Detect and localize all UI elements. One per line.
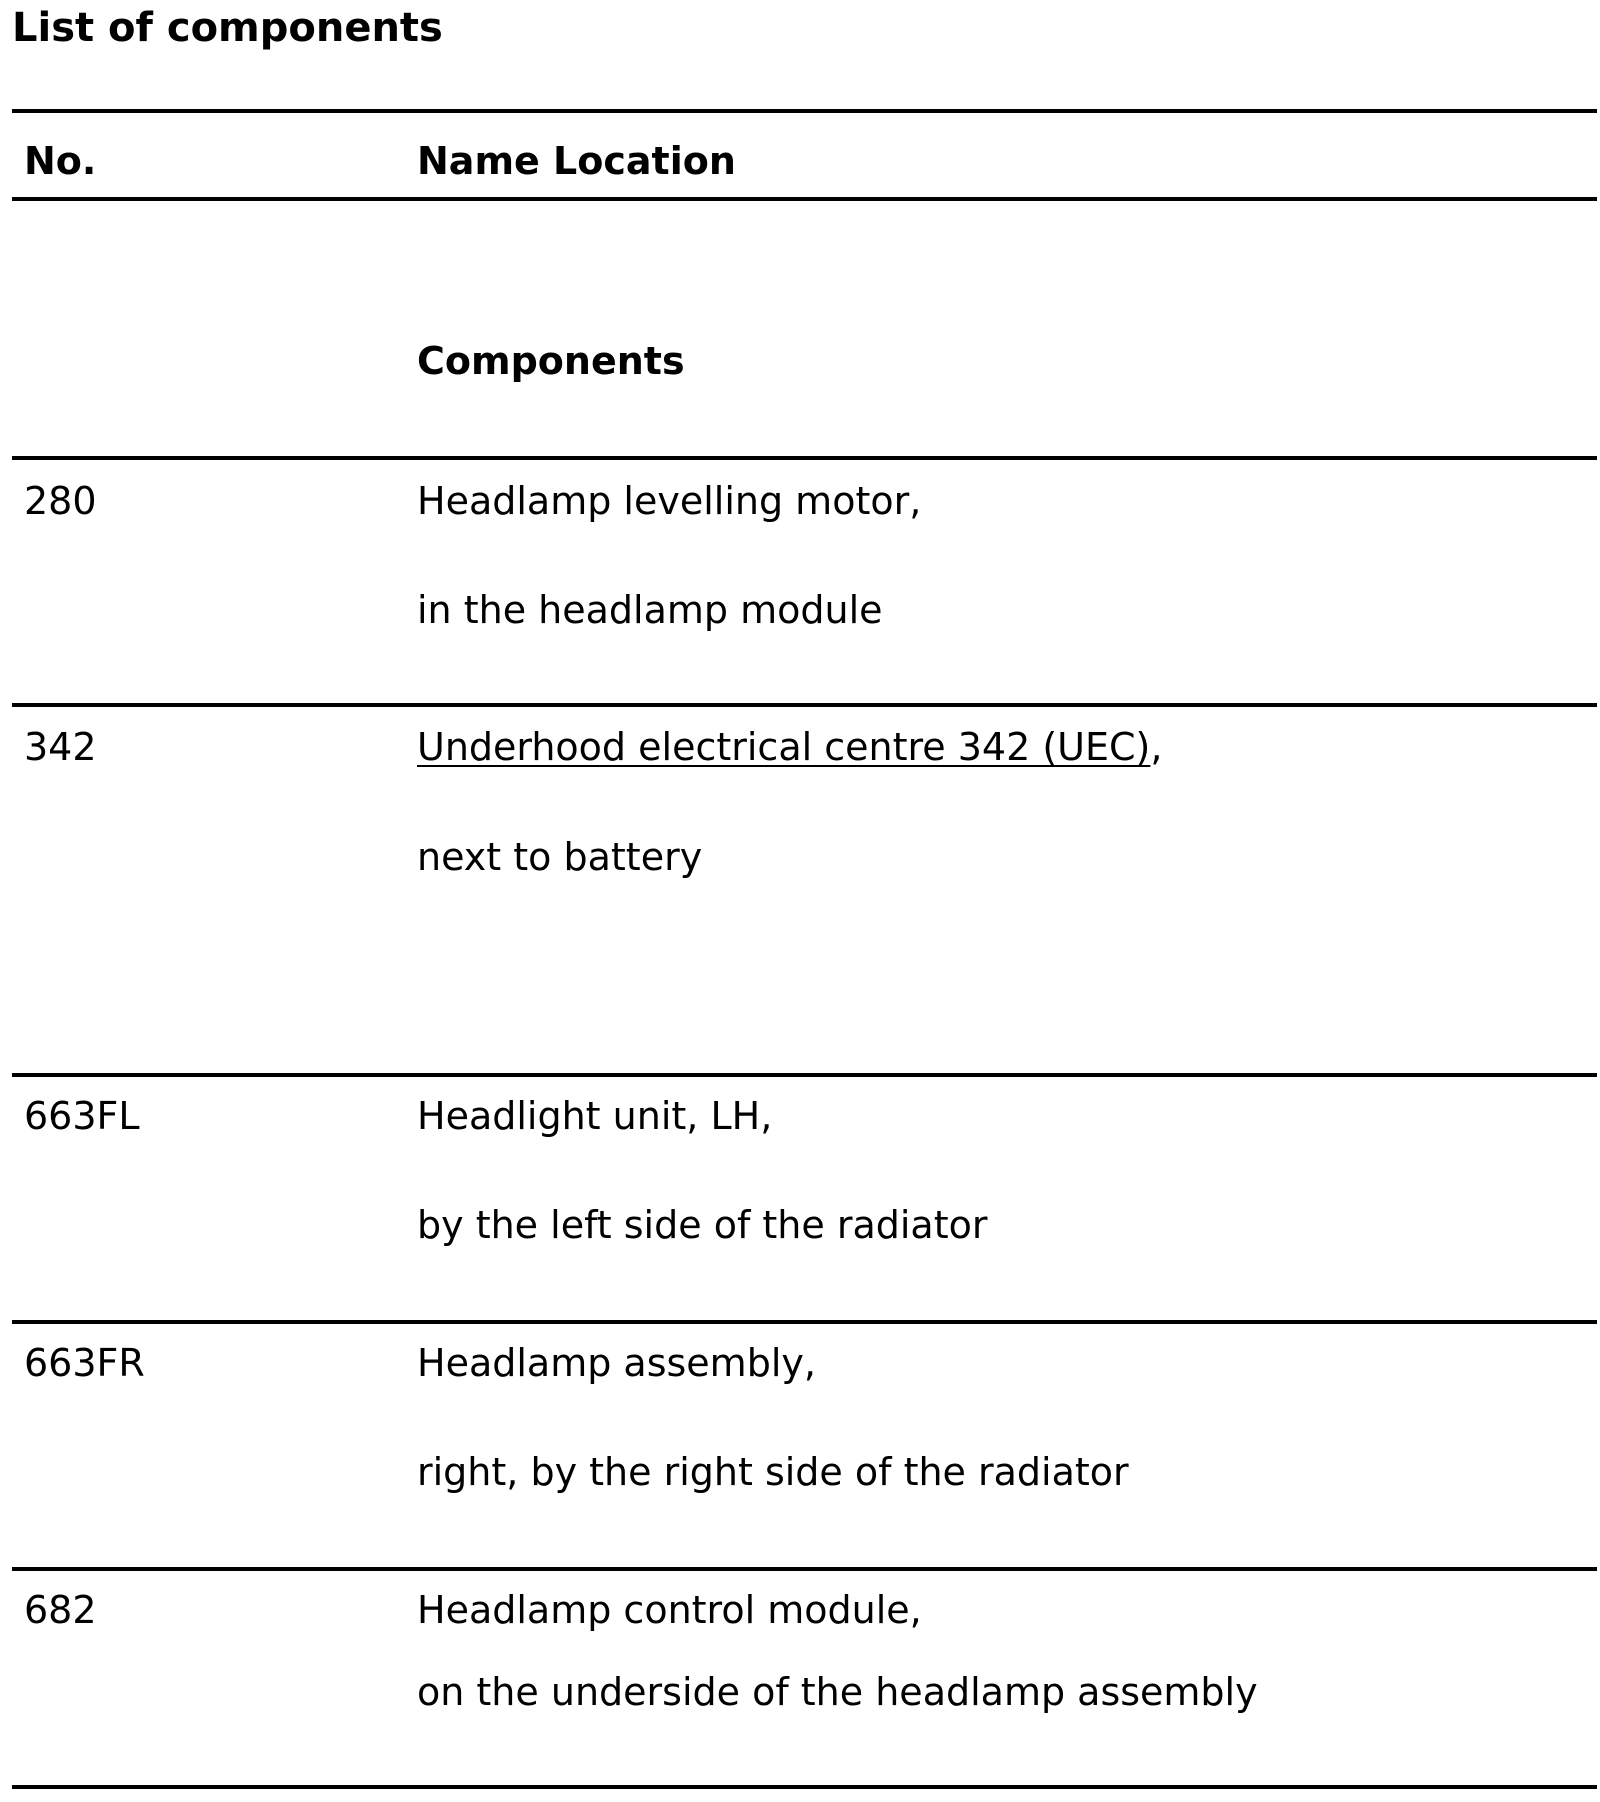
component-name: Headlamp control module, xyxy=(417,1588,922,1632)
component-name: Headlamp assembly, xyxy=(417,1341,816,1385)
row-divider xyxy=(12,1320,1597,1324)
component-link[interactable]: Underhood electrical centre 342 (UEC) xyxy=(417,725,1151,769)
component-number: 682 xyxy=(24,1588,97,1632)
document-title: List of components xyxy=(12,5,443,51)
table-bottom-rule xyxy=(12,1785,1597,1789)
column-header-name-location: Name Location xyxy=(417,139,736,183)
component-number: 280 xyxy=(24,479,97,523)
component-number: 342 xyxy=(24,725,97,769)
component-location: in the headlamp module xyxy=(417,588,883,632)
component-name: Headlamp levelling motor, xyxy=(417,479,922,523)
component-name: Headlight unit, LH, xyxy=(417,1094,773,1138)
component-location: right, by the right side of the radiator xyxy=(417,1450,1129,1494)
name-suffix: , xyxy=(1150,725,1163,769)
row-divider xyxy=(12,456,1597,460)
row-divider xyxy=(12,1073,1597,1077)
component-location: next to battery xyxy=(417,835,703,879)
row-divider xyxy=(12,703,1597,707)
header-bottom-rule xyxy=(12,197,1597,201)
component-location: by the left side of the radiator xyxy=(417,1203,988,1247)
component-name xyxy=(417,725,1163,769)
component-number: 663FL xyxy=(24,1094,140,1138)
table-top-rule xyxy=(12,109,1597,113)
section-label: Components xyxy=(417,339,685,383)
column-header-no: No. xyxy=(24,139,97,183)
component-location: on the underside of the headlamp assembly xyxy=(417,1670,1258,1714)
component-number: 663FR xyxy=(24,1341,145,1385)
row-divider xyxy=(12,1567,1597,1571)
